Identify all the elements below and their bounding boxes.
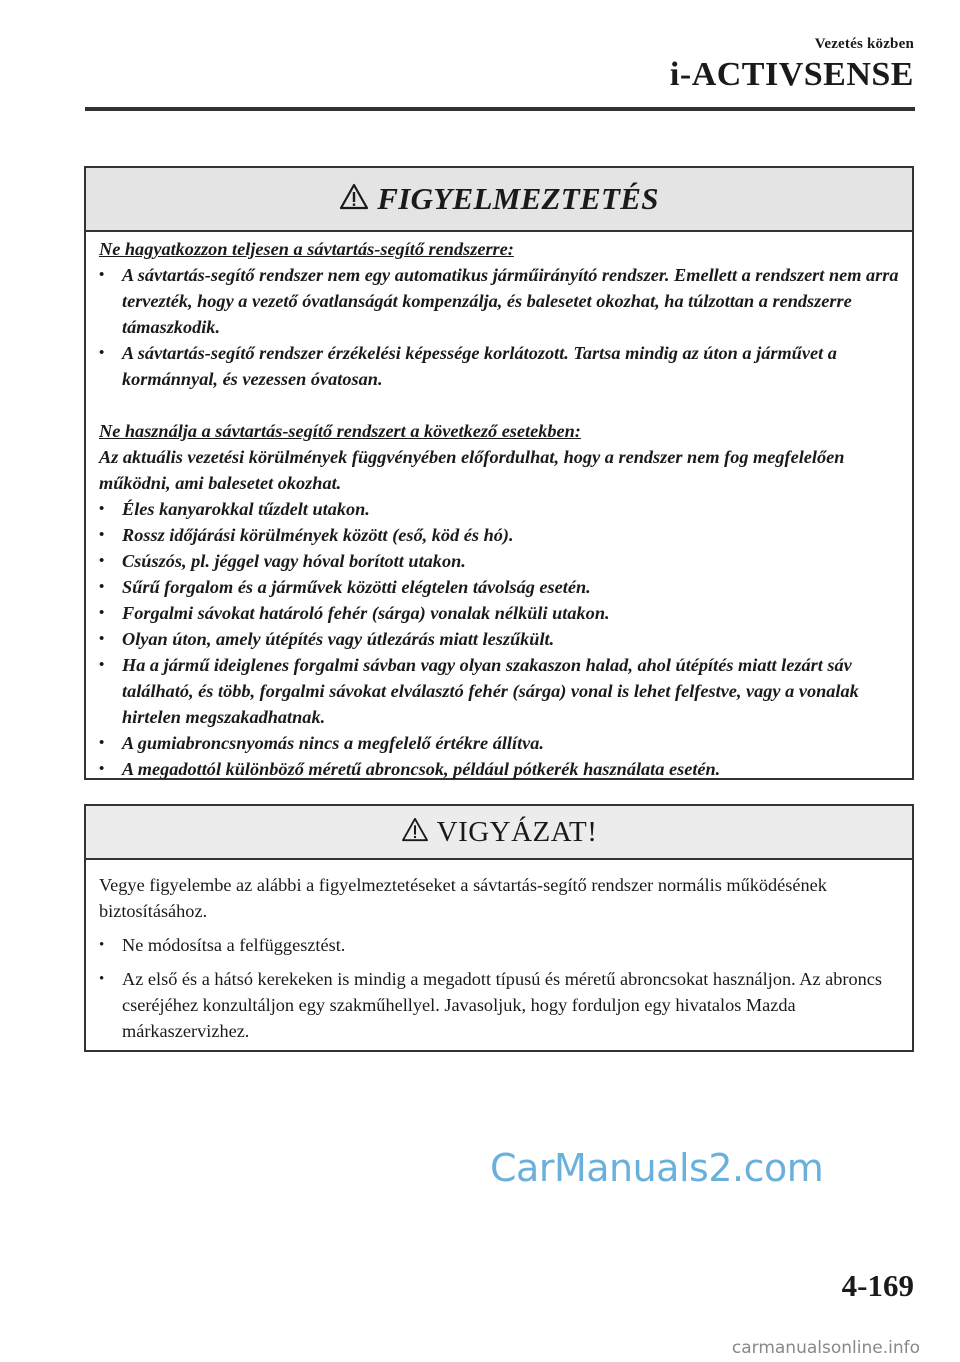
warning-bullet-list-2 bbox=[99, 496, 900, 782]
header-rule bbox=[85, 107, 915, 111]
warning-triangle-icon bbox=[401, 817, 429, 847]
caution-box bbox=[84, 804, 914, 1052]
bullet-item bbox=[99, 340, 900, 392]
bullet-text: Az első és a hátsó kerekeken is mindig a megadott típusú és méretű abroncsokat használjon. Az abroncs cseréjéhez konzultáljon egy szakműhellyel. Javasoljuk, hogy forduljon egy hivatalos Mazda márkaszervizhez. bbox=[122, 969, 882, 1041]
bullet-item bbox=[99, 932, 900, 958]
caution-title: VIGYÁZAT! bbox=[436, 815, 598, 848]
bullet-item bbox=[99, 574, 900, 600]
bullet-dot-icon: • bbox=[99, 267, 105, 283]
watermark-logo: CarManuals2.com bbox=[490, 1146, 824, 1190]
bullet-text: Ha a jármű ideiglenes forgalmi sávban vagy olyan szakaszon halad, ahol útépítés miatt lezárt sáv található, és több, forgalmi sávokat elválasztó fehér (sárga) vonal is lehet felfestve, vagy a vonalak hirtelen megszakadhatnak. bbox=[122, 655, 859, 727]
bullet-dot-icon: • bbox=[99, 657, 105, 673]
bullet-text: Ne módosítsa a felfüggesztést. bbox=[122, 935, 346, 955]
bullet-text: A gumiabroncsnyomás nincs a megfelelő értékre állítva. bbox=[122, 733, 544, 753]
bullet-item bbox=[99, 966, 900, 1044]
bullet-dot-icon: • bbox=[99, 579, 105, 595]
bullet-text: A sávtartás-segítő rendszer nem egy automatikus járműirányító rendszer. Emellett a rendszert nem arra tervezték, hogy a vezető óvatlanságát kompenzálja, és balesetet okozhat, ha túlzottan a rendszerre támaszkodik. bbox=[122, 265, 899, 337]
bullet-dot-icon: • bbox=[99, 735, 105, 751]
page-number: 4-169 bbox=[841, 1268, 914, 1303]
bullet-text: Rossz időjárási körülmények között (eső, köd és hó). bbox=[122, 525, 514, 545]
header-title: i-ACTIVSENSE bbox=[669, 56, 914, 93]
bullet-item bbox=[99, 652, 900, 730]
bullet-text: Csúszós, pl. jéggel vagy hóval borított utakon. bbox=[122, 551, 466, 571]
bullet-item bbox=[99, 600, 900, 626]
warning-body bbox=[86, 232, 912, 782]
bullet-dot-icon: • bbox=[99, 605, 105, 621]
bullet-item bbox=[99, 548, 900, 574]
bullet-dot-icon: • bbox=[99, 345, 105, 361]
bullet-dot-icon: • bbox=[99, 761, 105, 777]
warning-bullet-list-1 bbox=[99, 262, 900, 392]
bullet-text: Forgalmi sávokat határoló fehér (sárga) vonalak nélküli utakon. bbox=[122, 603, 610, 623]
bullet-text: A sávtartás-segítő rendszer érzékelési képessége korlátozott. Tartsa mindig az úton a járművet a kormánnyal, és vezessen óvatosan. bbox=[122, 343, 837, 389]
bullet-dot-icon: • bbox=[99, 553, 105, 569]
bullet-item bbox=[99, 626, 900, 652]
warning-intro-2: Az aktuális vezetési körülmények függvényében előfordulhat, hogy a rendszer nem fog megfelelően működni, ami balesetet okozhat. bbox=[99, 447, 845, 493]
bullet-dot-icon: • bbox=[99, 501, 105, 517]
caution-body bbox=[86, 860, 912, 1044]
bullet-item bbox=[99, 756, 900, 782]
bullet-text: Olyan úton, amely útépítés vagy útlezárás miatt leszűkült. bbox=[122, 629, 555, 649]
bullet-item bbox=[99, 262, 900, 340]
bullet-dot-icon: • bbox=[99, 527, 105, 543]
bullet-text: Éles kanyarokkal tűzdelt utakon. bbox=[122, 499, 370, 519]
caution-bullet-list bbox=[99, 932, 900, 1044]
bullet-item bbox=[99, 730, 900, 756]
bullet-dot-icon: • bbox=[99, 971, 105, 987]
warning-subhead-1: Ne hagyatkozzon teljesen a sávtartás-segítő rendszerre: bbox=[99, 239, 514, 259]
warning-title: FIGYELMEZTETÉS bbox=[377, 181, 659, 216]
bullet-text: A megadottól különböző méretű abroncsok, például pótkerék használata esetén. bbox=[122, 759, 721, 779]
bullet-text: Sűrű forgalom és a járművek közötti elégtelen távolság esetén. bbox=[122, 577, 591, 597]
warning-triangle-icon bbox=[339, 183, 369, 215]
warning-box-header bbox=[86, 168, 912, 232]
bullet-item bbox=[99, 496, 900, 522]
caution-intro: Vegye figyelembe az alábbi a figyelmeztetéseket a sávtartás-segítő rendszer normális működésének biztosításához. bbox=[99, 875, 827, 921]
bullet-dot-icon: • bbox=[99, 937, 105, 953]
warning-subhead-2: Ne használja a sávtartás-segítő rendszert a következő esetekben: bbox=[99, 421, 581, 441]
bullet-dot-icon: • bbox=[99, 631, 105, 647]
header-section: Vezetés közben bbox=[814, 36, 914, 52]
footer-site-link[interactable]: carmanualsonline.info bbox=[731, 1338, 920, 1358]
bullet-item bbox=[99, 522, 900, 548]
caution-box-header bbox=[86, 806, 912, 860]
warning-box bbox=[84, 166, 914, 780]
